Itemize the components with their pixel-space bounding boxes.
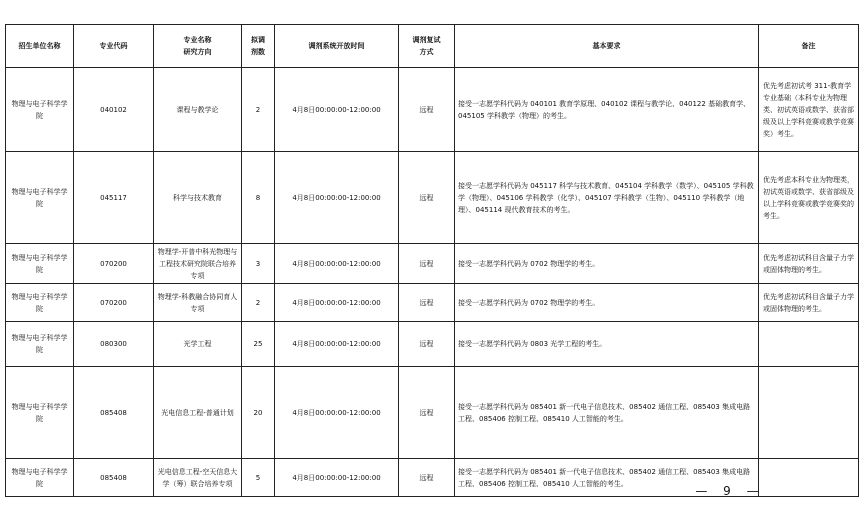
header-method: 调剂复试 方式	[399, 25, 455, 68]
cell-time: 4月8日00:00:00-12:00:00	[275, 244, 399, 284]
table-row	[6, 152, 859, 244]
cell-time: 4月8日00:00:00-12:00:00	[275, 322, 399, 367]
cell-count: 3	[242, 244, 275, 284]
cell-method: 远程	[399, 322, 455, 367]
cell-code: 045117	[74, 152, 154, 244]
cell-method: 远程	[399, 68, 455, 152]
cell-count: 25	[242, 322, 275, 367]
cell-major: 光电信息工程-普通计划	[154, 367, 242, 459]
cell-requirement: 接受一志愿学科代码为 0702 物理学的考生。	[455, 244, 759, 284]
cell-method: 远程	[399, 244, 455, 284]
header-note: 备注	[759, 25, 859, 68]
cell-code: 080300	[74, 322, 154, 367]
table-row	[6, 244, 859, 284]
cell-unit: 物理与电子科学学院	[6, 367, 74, 459]
cell-requirement: 接受一志愿学科代码为 0803 光学工程的考生。	[455, 322, 759, 367]
cell-unit: 物理与电子科学学院	[6, 152, 74, 244]
header-row	[6, 25, 859, 68]
cell-note	[759, 367, 859, 459]
cell-major: 光电信息工程-空天信息大学（筹）联合培养专项	[154, 459, 242, 497]
cell-requirement: 接受一志愿学科代码为 045117 科学与技术教育、045104 学科教学（数学）、045105 学科教学（物理）、045106 学科教学（化学）、045107 学科教学（生物）、045110 学科教学（地理）、045114 现代教育技术的考生。	[455, 152, 759, 244]
cell-method: 远程	[399, 367, 455, 459]
cell-requirement: 接受一志愿学科代码为 040101 教育学原理、040102 课程与教学论、040122 基础教育学、045105 学科教学（物理）的考生。	[455, 68, 759, 152]
table-row	[6, 367, 859, 459]
cell-note	[759, 322, 859, 367]
cell-note	[759, 459, 859, 497]
cell-note: 优先考虑初试考 311-教育学专业基础（本科专业为物理类、初试英语或数学、获省部级及以上学科竞赛或教学竞赛奖）考生。	[759, 68, 859, 152]
cell-note: 优先考虑初试科目含量子力学或固体物理的考生。	[759, 244, 859, 284]
cell-count: 8	[242, 152, 275, 244]
cell-major: 科学与技术教育	[154, 152, 242, 244]
cell-time: 4月8日00:00:00-12:00:00	[275, 459, 399, 497]
table-row	[6, 322, 859, 367]
cell-count: 20	[242, 367, 275, 459]
cell-method: 远程	[399, 459, 455, 497]
table-row	[6, 68, 859, 152]
cell-note: 优先考虑本科专业为物理类，初试英语或数学、获省部级及以上学科竞赛或教学竞赛奖的考生。	[759, 152, 859, 244]
cell-count: 5	[242, 459, 275, 497]
page-number: — 9 —	[695, 484, 765, 498]
header-requirement: 基本要求	[455, 25, 759, 68]
cell-count: 2	[242, 284, 275, 322]
cell-unit: 物理与电子科学学院	[6, 68, 74, 152]
cell-note: 优先考虑初试科目含量子力学或固体物理的考生。	[759, 284, 859, 322]
cell-major: 物理学-科教融合协同育人专项	[154, 284, 242, 322]
cell-count: 2	[242, 68, 275, 152]
cell-time: 4月8日00:00:00-12:00:00	[275, 367, 399, 459]
header-unit: 招生单位名称	[6, 25, 74, 68]
cell-unit: 物理与电子科学学院	[6, 322, 74, 367]
cell-unit: 物理与电子科学学院	[6, 244, 74, 284]
cell-code: 040102	[74, 68, 154, 152]
header-code: 专业代码	[74, 25, 154, 68]
cell-major: 光学工程	[154, 322, 242, 367]
cell-unit: 物理与电子科学学院	[6, 459, 74, 497]
cell-requirement: 接受一志愿学科代码为 0702 物理学的考生。	[455, 284, 759, 322]
cell-code: 085408	[74, 459, 154, 497]
header-major: 专业名称 研究方向	[154, 25, 242, 68]
header-time: 调剂系统开放时间	[275, 25, 399, 68]
cell-unit: 物理与电子科学学院	[6, 284, 74, 322]
adjustment-table	[5, 24, 859, 497]
cell-code: 070200	[74, 284, 154, 322]
cell-code: 085408	[74, 367, 154, 459]
header-count: 拟调 剂数	[242, 25, 275, 68]
cell-method: 远程	[399, 284, 455, 322]
cell-major: 课程与教学论	[154, 68, 242, 152]
cell-code: 070200	[74, 244, 154, 284]
cell-method: 远程	[399, 152, 455, 244]
cell-time: 4月8日00:00:00-12:00:00	[275, 68, 399, 152]
cell-requirement: 接受一志愿学科代码为 085401 新一代电子信息技术、085402 通信工程、085403 集成电路工程、085406 控制工程、085410 人工智能的考生。	[455, 367, 759, 459]
table-row	[6, 284, 859, 322]
cell-time: 4月8日00:00:00-12:00:00	[275, 152, 399, 244]
cell-requirement: 接受一志愿学科代码为 085401 新一代电子信息技术、085402 通信工程、085403 集成电路工程、085406 控制工程、085410 人工智能的考生。	[455, 459, 759, 497]
cell-major: 物理学-开普中科光物理与工程技术研究院联合培养专项	[154, 244, 242, 284]
cell-time: 4月8日00:00:00-12:00:00	[275, 284, 399, 322]
